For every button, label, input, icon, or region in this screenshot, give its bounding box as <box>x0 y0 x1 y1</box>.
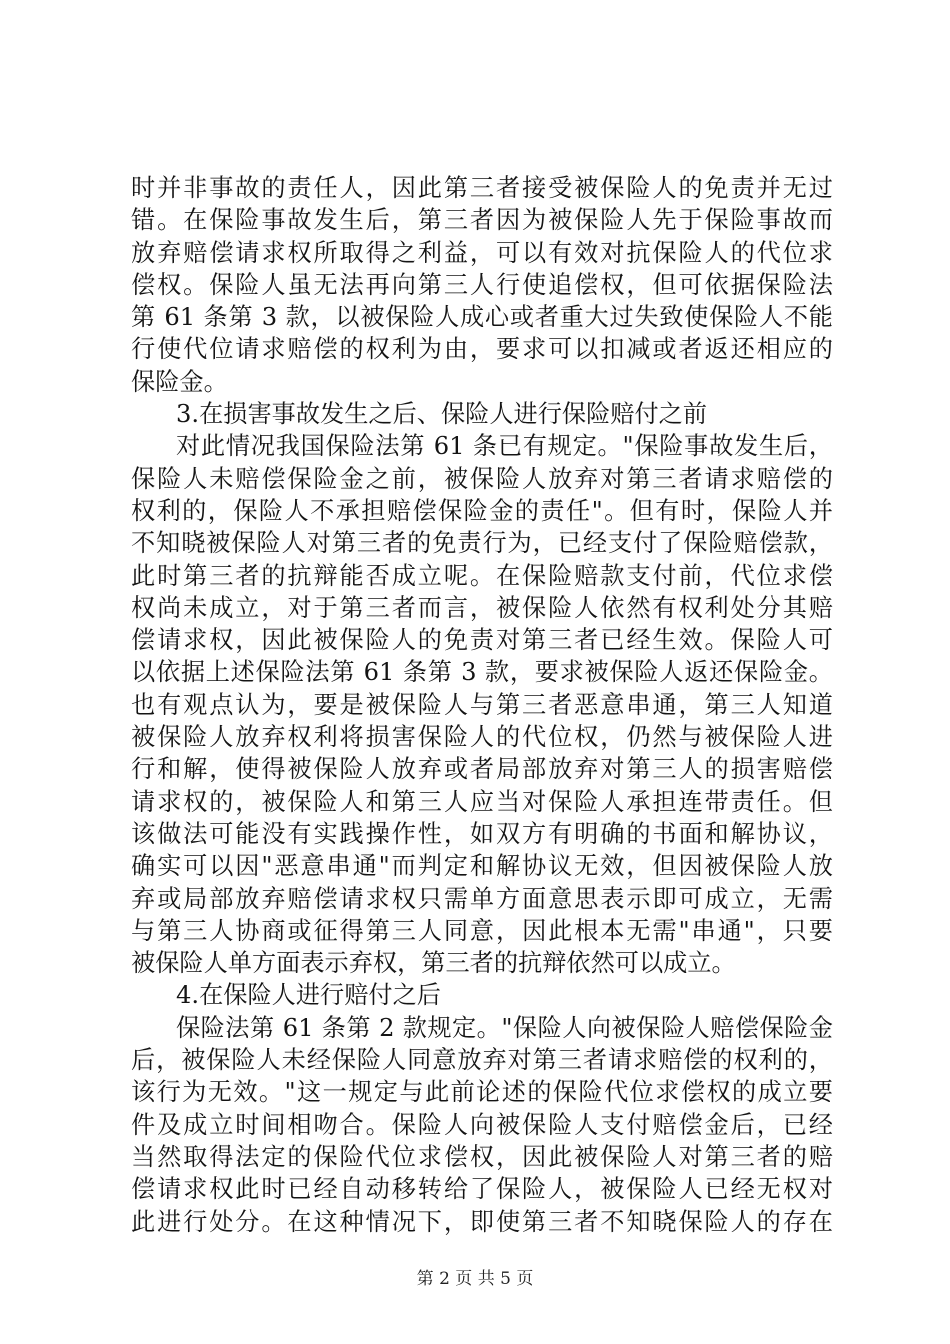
text-line: 权尚未成立，对于第三者而言，被保险人依然有权利处分其赔 <box>131 593 833 622</box>
text-line: 与第三人协商或征得第三人同意，因此根本无需"串通"，只要 <box>131 916 833 945</box>
text-line: 弃或局部放弃赔偿请求权只需单方面意思表示即可成立，无需 <box>131 884 833 913</box>
text-line: 偿请求权，因此被保险人的免责对第三者已经生效。保险人可 <box>131 626 833 655</box>
text-line: 放弃赔偿请求权所取得之利益，可以有效对抗保险人的代位求 <box>131 238 833 267</box>
text-line: 后，被保险人未经保险人同意放弃对第三者请求赔偿的权利的， <box>131 1046 833 1075</box>
text-line: 偿请求权此时已经自动移转给了保险人，被保险人已经无权对 <box>131 1175 833 1204</box>
text-line: 当然取得法定的保险代位求偿权，因此被保险人对第三者的赔 <box>131 1142 833 1171</box>
text-line: 保险金。 <box>131 367 228 396</box>
text-line: 保险法第 61 条第 2 款规定。"保险人向被保险人赔偿保险金 <box>176 1013 833 1042</box>
text-line: 请求权的，被保险人和第三人应当对保险人承担连带责任。但 <box>131 787 833 816</box>
text-line: 保险人未赔偿保险金之前，被保险人放弃对第三者请求赔偿的 <box>131 464 833 493</box>
text-line: 此进行处分。在这种情况下，即使第三者不知晓保险人的存在 <box>131 1207 833 1236</box>
text-line: 不知晓被保险人对第三者的免责行为，已经支付了保险赔偿款， <box>131 529 833 558</box>
page-number-label: 第 2 页 共 5 页 <box>416 1269 534 1289</box>
text-line: 该行为无效。"这一规定与此前论述的保险代位求偿权的成立要 <box>131 1078 833 1107</box>
text-line: 错。在保险事故发生后，第三者因为被保险人先于保险事故而 <box>131 206 833 235</box>
text-line: 此时第三者的抗辩能否成立呢。在保险赔款支付前，代位求偿 <box>131 561 833 590</box>
text-line: 对此情况我国保险法第 61 条已有规定。"保险事故发生后， <box>176 432 833 461</box>
text-line: 偿权。保险人虽无法再向第三人行使追偿权，但可依据保险法 <box>131 270 833 299</box>
text-line: 也有观点认为，要是被保险人与第三者恶意串通，第三人知道 <box>131 690 833 719</box>
text-line: 权利的，保险人不承担赔偿保险金的责任"。但有时，保险人并 <box>131 496 833 525</box>
text-line: 被保险人放弃权利将损害保险人的代位权，仍然与被保险人进 <box>131 723 833 752</box>
text-line: 第 61 条第 3 款，以被保险人成心或者重大过失致使保险人不能 <box>131 303 833 332</box>
text-line: 行使代位请求赔偿的权利为由，要求可以扣减或者返还相应的 <box>131 335 833 364</box>
text-line: 被保险人单方面表示弃权，第三者的抗辩依然可以成立。 <box>131 949 736 978</box>
text-line: 4.在保险人进行赔付之后 <box>176 981 441 1010</box>
text-line: 时并非事故的责任人，因此第三者接受被保险人的免责并无过 <box>131 174 833 202</box>
document-body <box>131 172 833 1238</box>
text-line: 行和解，使得被保险人放弃或者局部放弃对第三人的损害赔偿 <box>131 755 833 784</box>
text-line: 以依据上述保险法第 61 条第 3 款，要求被保险人返还保险金。 <box>131 658 833 687</box>
text-line: 该做法可能没有实践操作性，如双方有明确的书面和解协议， <box>131 819 833 848</box>
text-line: 3.在损害事故发生之后、保险人进行保险赔付之前 <box>176 400 708 429</box>
page-footer <box>0 1268 950 1290</box>
text-line: 确实可以因"恶意串通"而判定和解协议无效，但因被保险人放 <box>131 852 833 881</box>
text-line: 件及成立时间相吻合。保险人向被保险人支付赔偿金后，已经 <box>131 1110 833 1139</box>
